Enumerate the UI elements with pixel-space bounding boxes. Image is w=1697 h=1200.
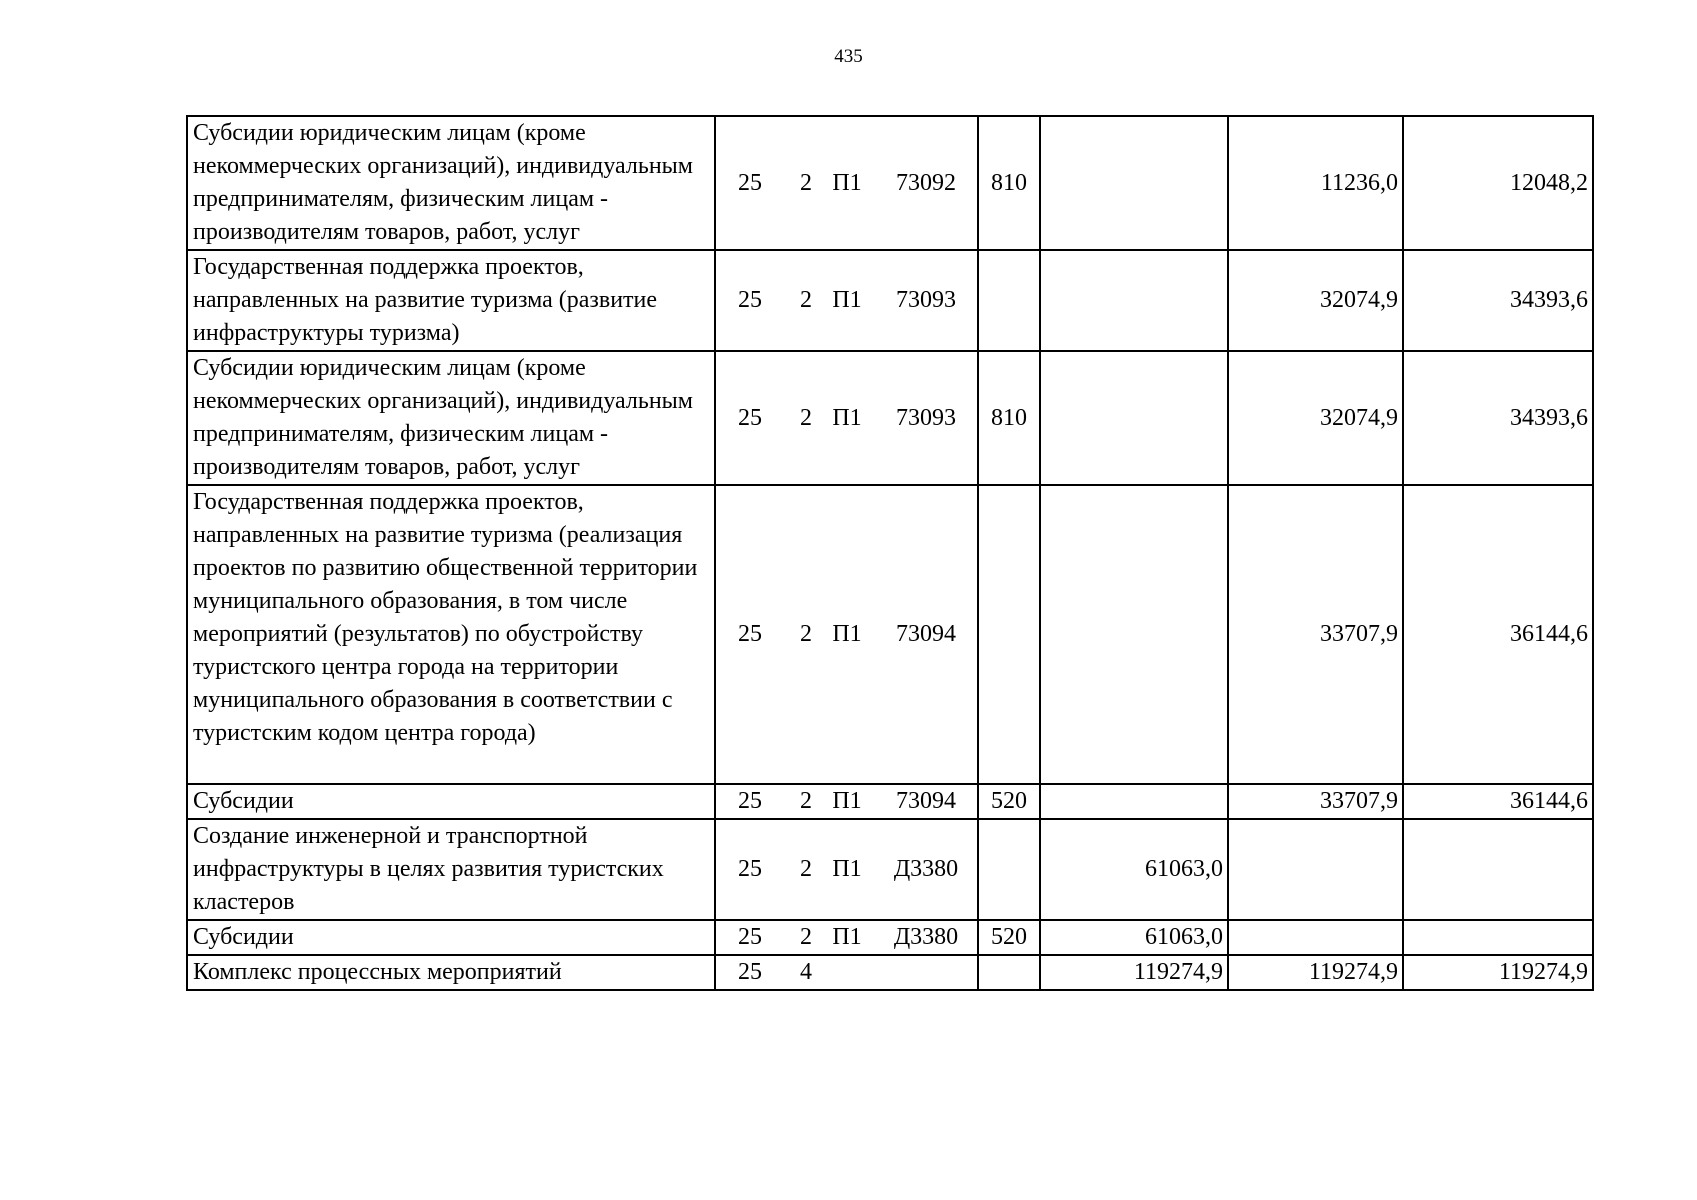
row-name bbox=[187, 485, 715, 784]
amount-year-1 bbox=[1040, 784, 1228, 819]
code-project: П1 bbox=[832, 621, 862, 647]
code-direction: 73092 bbox=[896, 169, 956, 196]
code-program: 25 bbox=[738, 924, 762, 950]
expense-type: 520 bbox=[978, 920, 1040, 955]
expense-type bbox=[978, 485, 1040, 784]
row-codes bbox=[715, 920, 978, 955]
code-program: 25 bbox=[738, 287, 762, 313]
row-codes bbox=[715, 819, 978, 920]
code-subprogram: 2 bbox=[800, 856, 812, 882]
code-direction: 73093 bbox=[896, 287, 956, 313]
code-subprogram: 2 bbox=[800, 924, 812, 950]
amount-year-3 bbox=[1403, 819, 1593, 920]
code-project: П1 bbox=[832, 169, 862, 196]
code-project: П1 bbox=[832, 287, 862, 313]
code-program: 25 bbox=[738, 856, 762, 882]
amount-year-3: 34393,6 bbox=[1403, 351, 1593, 485]
amount-year-3: 34393,6 bbox=[1403, 250, 1593, 351]
code-subprogram: 2 bbox=[800, 287, 812, 313]
amount-year-2 bbox=[1228, 819, 1403, 920]
code-project: П1 bbox=[832, 856, 862, 882]
row-codes bbox=[715, 116, 978, 250]
row-name: Государственная поддержка проектов, направленных на развитие туризма (развитие инфраструктуры туризма) bbox=[187, 250, 715, 351]
amount-year-3: 12048,2 bbox=[1403, 116, 1593, 250]
amount-year-1: 119274,9 bbox=[1040, 955, 1228, 990]
code-subprogram: 2 bbox=[800, 404, 812, 431]
table-row bbox=[187, 819, 1593, 920]
code-subprogram: 2 bbox=[800, 621, 812, 647]
row-name-text: Государственная поддержка проектов, направленных на развитие туризма (реализация проектов по развитию общественной территории муниципального образования, в том числе мероприятий (результатов) по обустройству туристского центра города на территории муниципального образования в соответствии с туристским кодом центра города) bbox=[193, 489, 698, 746]
page-number: 435 bbox=[834, 46, 863, 67]
amount-year-1 bbox=[1040, 250, 1228, 351]
amount-year-3: 36144,6 bbox=[1403, 485, 1593, 784]
code-direction: Д3380 bbox=[893, 924, 959, 950]
row-codes bbox=[715, 250, 978, 351]
amount-year-2: 11236,0 bbox=[1228, 116, 1403, 250]
amount-year-3 bbox=[1403, 920, 1593, 955]
row-codes bbox=[715, 955, 978, 990]
row-name: Субсидии bbox=[187, 920, 715, 955]
code-subprogram: 2 bbox=[800, 788, 812, 814]
amount-year-1 bbox=[1040, 116, 1228, 250]
table-row bbox=[187, 920, 1593, 955]
row-name-spacer bbox=[193, 750, 710, 783]
table-row bbox=[187, 485, 1593, 784]
row-codes bbox=[715, 485, 978, 784]
amount-year-2: 119274,9 bbox=[1228, 955, 1403, 990]
code-program: 25 bbox=[738, 621, 762, 647]
code-program: 25 bbox=[738, 169, 762, 196]
amount-year-1: 61063,0 bbox=[1040, 819, 1228, 920]
code-project: П1 bbox=[832, 924, 862, 950]
amount-year-1: 61063,0 bbox=[1040, 920, 1228, 955]
table-row bbox=[187, 955, 1593, 990]
code-subprogram: 2 bbox=[800, 169, 812, 196]
amount-year-2: 33707,9 bbox=[1228, 485, 1403, 784]
expense-type bbox=[978, 955, 1040, 990]
table-row bbox=[187, 784, 1593, 819]
amount-year-2 bbox=[1228, 920, 1403, 955]
row-name: Создание инженерной и транспортной инфраструктуры в целях развития туристских кластеров bbox=[187, 819, 715, 920]
table-row bbox=[187, 250, 1593, 351]
row-name: Субсидии юридическим лицам (кроме некоммерческих организаций), индивидуальным предпринимателям, физическим лицам - производителям товаров, работ, услуг bbox=[187, 116, 715, 250]
expense-type: 810 bbox=[978, 351, 1040, 485]
amount-year-2: 32074,9 bbox=[1228, 351, 1403, 485]
row-codes bbox=[715, 784, 978, 819]
row-codes bbox=[715, 351, 978, 485]
budget-table bbox=[186, 115, 1594, 991]
code-direction: 73094 bbox=[896, 788, 956, 814]
amount-year-2: 33707,9 bbox=[1228, 784, 1403, 819]
expense-type: 810 bbox=[978, 116, 1040, 250]
amount-year-3: 119274,9 bbox=[1403, 955, 1593, 990]
expense-type bbox=[978, 250, 1040, 351]
amount-year-1 bbox=[1040, 351, 1228, 485]
code-direction: Д3380 bbox=[893, 856, 959, 882]
row-name: Субсидии юридическим лицам (кроме некоммерческих организаций), индивидуальным предпринимателям, физическим лицам - производителям товаров, работ, услуг bbox=[187, 351, 715, 485]
table-row bbox=[187, 116, 1593, 250]
expense-type bbox=[978, 819, 1040, 920]
code-program: 25 bbox=[738, 788, 762, 814]
table-row bbox=[187, 351, 1593, 485]
amount-year-1 bbox=[1040, 485, 1228, 784]
code-program: 25 bbox=[738, 959, 762, 985]
amount-year-2: 32074,9 bbox=[1228, 250, 1403, 351]
code-direction: 73093 bbox=[896, 404, 956, 431]
row-name: Субсидии bbox=[187, 784, 715, 819]
amount-year-3: 36144,6 bbox=[1403, 784, 1593, 819]
row-name: Комплекс процессных мероприятий bbox=[187, 955, 715, 990]
code-subprogram: 4 bbox=[800, 959, 812, 985]
code-program: 25 bbox=[738, 404, 762, 431]
code-project: П1 bbox=[832, 404, 862, 431]
expense-type: 520 bbox=[978, 784, 1040, 819]
code-direction: 73094 bbox=[896, 621, 956, 647]
code-project: П1 bbox=[832, 788, 862, 814]
